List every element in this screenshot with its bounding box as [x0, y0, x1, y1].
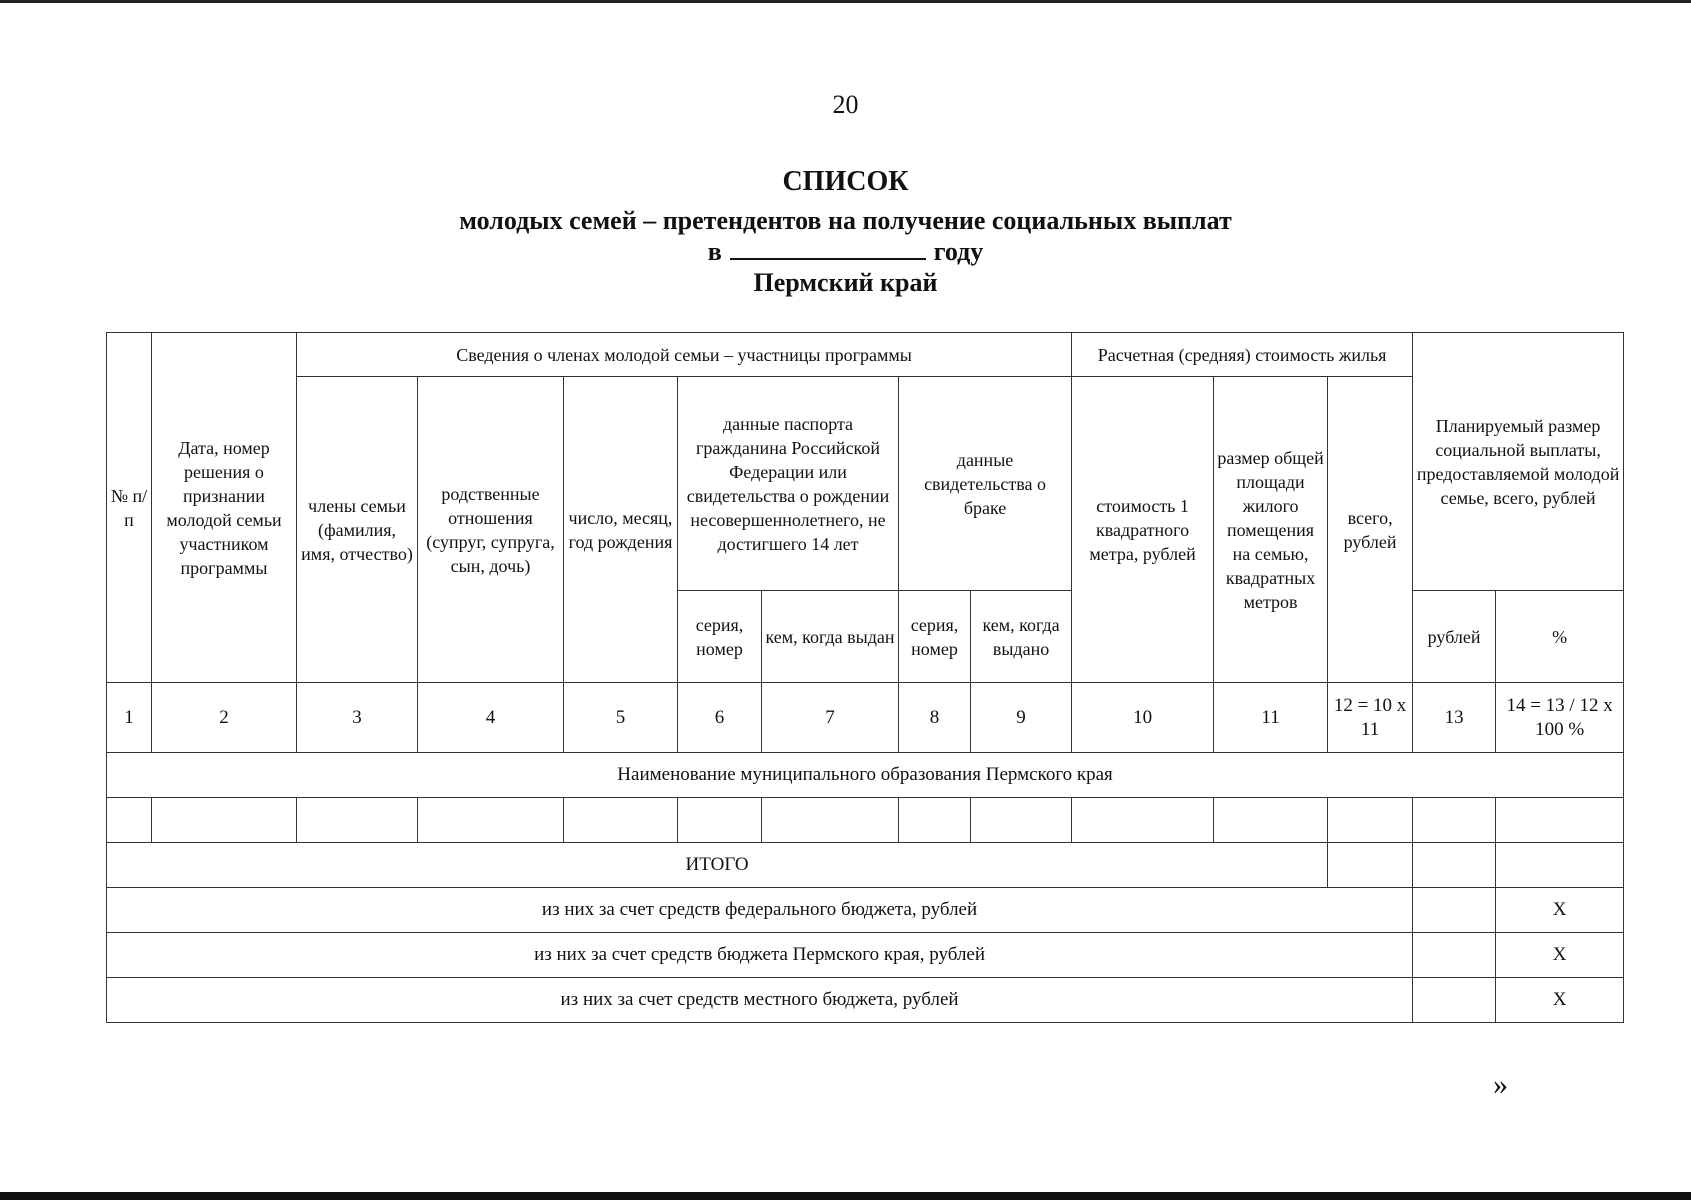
- empty-cell: [564, 798, 678, 843]
- total-cell: [1413, 843, 1496, 888]
- header-payment-rub: рублей: [1413, 591, 1496, 683]
- funding-x-mark: Х: [1496, 888, 1624, 933]
- header-row-2: [107, 377, 1624, 591]
- column-number: 10: [1072, 683, 1214, 753]
- empty-cell: [107, 798, 152, 843]
- funding-row: [107, 978, 1624, 1023]
- column-number: 6: [678, 683, 762, 753]
- header-row-number: № п/п: [107, 333, 152, 683]
- header-total-rub: всего, рублей: [1328, 377, 1413, 683]
- header-birth-date: число, месяц, год рождения: [564, 377, 678, 683]
- total-row: [107, 843, 1624, 888]
- empty-cell: [152, 798, 297, 843]
- funding-amount-cell: [1413, 888, 1496, 933]
- header-payment-percent: %: [1496, 591, 1624, 683]
- bottom-edge-band: [0, 1192, 1691, 1200]
- header-payment-group: Планируемый размер социальной выплаты, предоставляемой молодой семье, всего, рублей: [1413, 333, 1624, 591]
- column-number: 3: [297, 683, 418, 753]
- header-cost-group: Расчетная (средняя) стоимость жилья: [1072, 333, 1413, 377]
- total-label: ИТОГО: [107, 843, 1328, 888]
- header-area: размер общей площади жилого помещения на семью, квадратных метров: [1214, 377, 1328, 683]
- families-register-table: [106, 332, 1624, 1023]
- column-number: 12 = 10 х 11: [1328, 683, 1413, 753]
- funding-row: [107, 933, 1624, 978]
- region-title: Пермский край: [753, 268, 938, 297]
- funding-amount-cell: [1413, 978, 1496, 1023]
- empty-cell: [1496, 798, 1624, 843]
- year-prefix: в: [707, 237, 722, 266]
- document-title: СПИСОК: [782, 166, 909, 197]
- header-family-members: члены семьи (фамилия, имя, отчество): [297, 377, 418, 683]
- column-number: 14 = 13 / 12 х 100 %: [1496, 683, 1624, 753]
- top-edge-rule: [0, 0, 1691, 3]
- header-passport-issued: кем, когда выдан: [762, 591, 899, 683]
- empty-cell: [1413, 798, 1496, 843]
- header-marriage-series: серия, номер: [899, 591, 971, 683]
- empty-cell: [971, 798, 1072, 843]
- column-number: 2: [152, 683, 297, 753]
- empty-cell: [297, 798, 418, 843]
- column-number: 8: [899, 683, 971, 753]
- document-subtitle: молодых семей – претендентов на получение социальных выплат: [459, 206, 1232, 235]
- funding-x-mark: Х: [1496, 978, 1624, 1023]
- column-number: 4: [418, 683, 564, 753]
- column-number: 1: [107, 683, 152, 753]
- year-suffix: году: [933, 237, 984, 266]
- empty-cell: [678, 798, 762, 843]
- funding-x-mark: Х: [1496, 933, 1624, 978]
- funding-label: из них за счет средств местного бюджета, рублей: [107, 978, 1413, 1023]
- empty-cell: [899, 798, 971, 843]
- funding-row: [107, 888, 1624, 933]
- column-number: 9: [971, 683, 1072, 753]
- header-marriage-issued: кем, когда выдано: [971, 591, 1072, 683]
- header-relationship: родственные отношения (супруг, супруга, сын, дочь): [418, 377, 564, 683]
- column-number: 7: [762, 683, 899, 753]
- empty-cell: [1214, 798, 1328, 843]
- empty-data-row: [107, 798, 1624, 843]
- empty-cell: [1328, 798, 1413, 843]
- page-number: 20: [832, 90, 859, 119]
- header-marriage-group: данные свидетельства о браке: [899, 377, 1072, 591]
- total-cell: [1328, 843, 1413, 888]
- header-passport-series: серия, номер: [678, 591, 762, 683]
- section-row: [107, 753, 1624, 798]
- header-members-group: Сведения о членах молодой семьи – участницы программы: [297, 333, 1072, 377]
- year-line: [0, 236, 1691, 267]
- column-number: 13: [1413, 683, 1496, 753]
- column-number: 11: [1214, 683, 1328, 753]
- header-passport-group: данные паспорта гражданина Российской Федерации или свидетельства о рождении несовершеннолетнего, не достигшего 14 лет: [678, 377, 899, 591]
- header-row-1: [107, 333, 1624, 377]
- column-number: 5: [564, 683, 678, 753]
- empty-cell: [762, 798, 899, 843]
- municipality-section-label: Наименование муниципального образования Пермского края: [107, 753, 1624, 798]
- column-numbers-row: [107, 683, 1624, 753]
- header-decision: Дата, номер решения о признании молодой семьи участником программы: [152, 333, 297, 683]
- total-cell: [1496, 843, 1624, 888]
- closing-quote-mark: »: [1493, 1068, 1508, 1101]
- empty-cell: [1072, 798, 1214, 843]
- funding-label: из них за счет средств федерального бюджета, рублей: [107, 888, 1413, 933]
- header-cost-per-sqm: стоимость 1 квадратного метра, рублей: [1072, 377, 1214, 683]
- funding-amount-cell: [1413, 933, 1496, 978]
- empty-cell: [418, 798, 564, 843]
- year-blank-field: [730, 236, 926, 260]
- funding-label: из них за счет средств бюджета Пермского края, рублей: [107, 933, 1413, 978]
